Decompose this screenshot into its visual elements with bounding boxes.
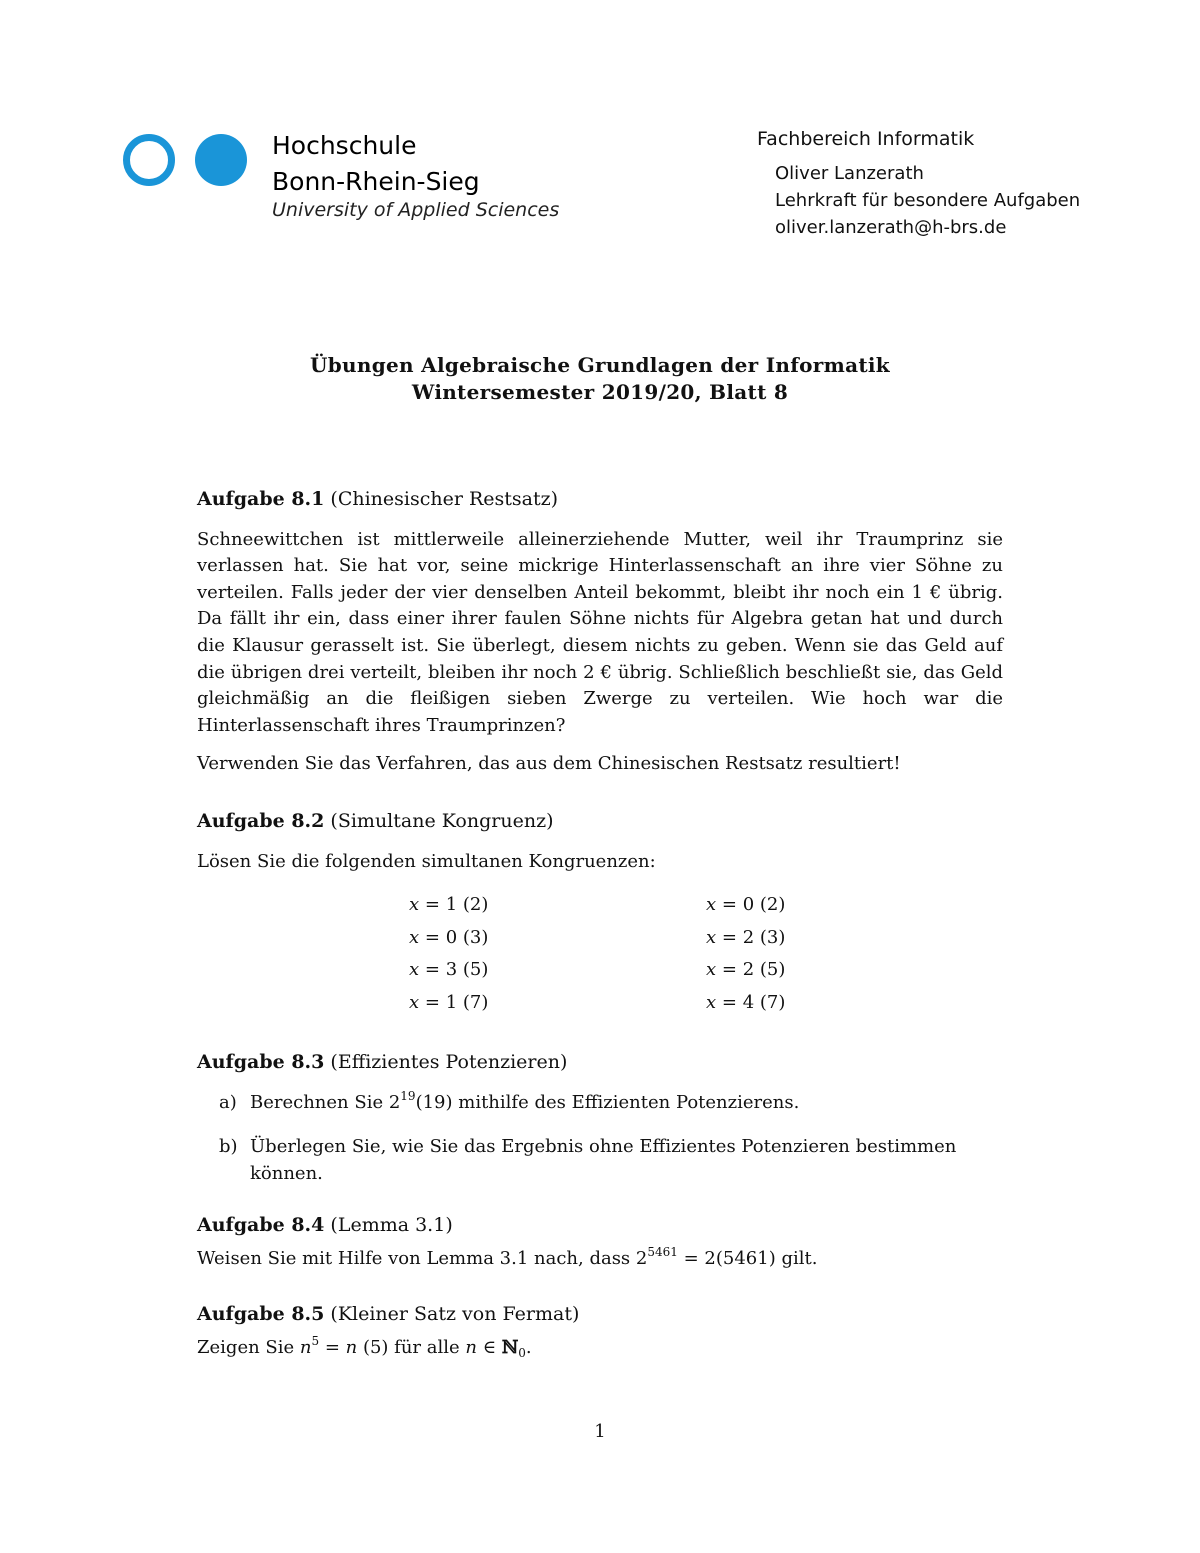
- university-name-line2: Bonn-Rhein-Sieg: [272, 167, 480, 196]
- congruence-row: x = 4 (7): [706, 991, 786, 1013]
- task-8-3-heading: [197, 1049, 1003, 1076]
- subtask-b-text: Überlegen Sie, wie Sie das Ergebnis ohne Effizientes Potenzieren bestimmen können.: [250, 1136, 957, 1184]
- contact-email: oliver.lanzerath@h-brs.de: [775, 217, 1007, 238]
- task-8-4-heading: [197, 1212, 1003, 1239]
- task-8-4-topic: (Lemma 3.1): [330, 1213, 453, 1236]
- exercise-content: [197, 486, 1003, 1362]
- congruence-system-left: [409, 889, 488, 1019]
- task-8-5-text: Zeigen Sie $n^5 = n$ (5) für alle n ∈ ℕ$_0$.: [197, 1334, 532, 1361]
- task-8-5-number: Aufgabe 8.5: [197, 1302, 325, 1325]
- task-8-5-topic: (Kleiner Satz von Fermat): [330, 1302, 580, 1325]
- university-name-line1: Hochschule: [272, 131, 417, 160]
- subtask-a: a) Berechnen Sie $2^{19}(19)$ mithilfe des Effizienten Potenzierens.: [197, 1090, 1003, 1117]
- department: Fachbereich Informatik: [757, 128, 975, 150]
- task-8-1-heading: [197, 486, 1003, 513]
- congruence-row: x = 1 (7): [409, 991, 489, 1013]
- sheet-title-line1: Übungen Algebraische Grundlagen der Informatik: [310, 353, 890, 377]
- task-8-2-intro: Lösen Sie die folgenden simultanen Kongruenzen:: [197, 850, 656, 872]
- sheet-title: [0, 352, 1200, 406]
- task-8-5-heading: [197, 1301, 1003, 1328]
- page-number: 1: [594, 1421, 606, 1442]
- sheet-title-line2: Wintersemester 2019/20, Blatt 8: [411, 380, 789, 404]
- task-8-4-text: Weisen Sie mit Hilfe von Lemma 3.1 nach, dass $2^{5461} = 2(5461)$ gilt.: [197, 1245, 818, 1270]
- congruence-row: x = 0 (3): [409, 926, 489, 948]
- congruence-row: x = 1 (2): [409, 894, 489, 916]
- congruence-row: x = 0 (2): [706, 894, 786, 916]
- university-subtitle: University of Applied Sciences: [272, 199, 560, 221]
- logo-ring-icon: [123, 134, 175, 186]
- task-8-2-heading: [197, 808, 1003, 835]
- congruence-row: x = 3 (5): [409, 959, 489, 981]
- contact-role: Lehrkraft für besondere Aufgaben: [775, 190, 1081, 211]
- university-name: [272, 128, 480, 200]
- congruence-system-right: [706, 889, 785, 1019]
- task-8-1-text: Schneewittchen ist mittlerweile alleinerziehende Mutter, weil ihr Traumprinz sie verlassen hat. Sie hat vor, seine mickrige Hinterlassenschaft an ihre vier Söhne zu verteilen. Falls jeder der vier denselben Anteil bekommt, bleibt ihr noch ein 1 € übrig. Da fällt ihr ein, dass einer ihrer faulen Söhne nichts für Algebra getan hat und durch die Klausur gerasselt ist. Sie überlegt, diesem nichts zu geben. Wenn sie das Geld auf die übrigen drei verteilt, bleiben ihr noch 2 € übrig. Schließlich beschließt sie, das Geld gleichmäßig an die fleißigen sieben Zwerge zu verteilen. Wie hoch war die Hinterlassenschaft ihres Traumprinzen?: [197, 528, 1003, 736]
- subtask-b: [197, 1134, 1003, 1187]
- task-8-1-instruction: Verwenden Sie das Verfahren, das aus dem Chinesischen Restsatz resultiert!: [197, 753, 901, 775]
- congruence-systems: [197, 889, 1003, 1019]
- subtask-a-label: a): [219, 1091, 237, 1113]
- contact-name: Oliver Lanzerath: [775, 163, 924, 184]
- task-8-3-number: Aufgabe 8.3: [197, 1051, 325, 1074]
- congruence-row: x = 2 (5): [706, 959, 786, 981]
- subtask-b-label: b): [219, 1136, 238, 1158]
- task-8-1-topic: (Chinesischer Restsatz): [330, 488, 559, 510]
- logo-dot-icon: [195, 134, 247, 186]
- task-8-4-number: Aufgabe 8.4: [197, 1213, 325, 1236]
- congruence-row: x = 2 (3): [706, 926, 786, 948]
- task-8-3-topic: (Effizientes Potenzieren): [330, 1051, 568, 1074]
- task-8-3-subtasks: [197, 1090, 1003, 1188]
- task-8-2-topic: (Simultane Kongruenz): [330, 809, 554, 832]
- task-8-1-number: Aufgabe 8.1: [197, 488, 325, 510]
- contact-block: [775, 160, 1080, 241]
- task-8-2-number: Aufgabe 8.2: [197, 809, 325, 832]
